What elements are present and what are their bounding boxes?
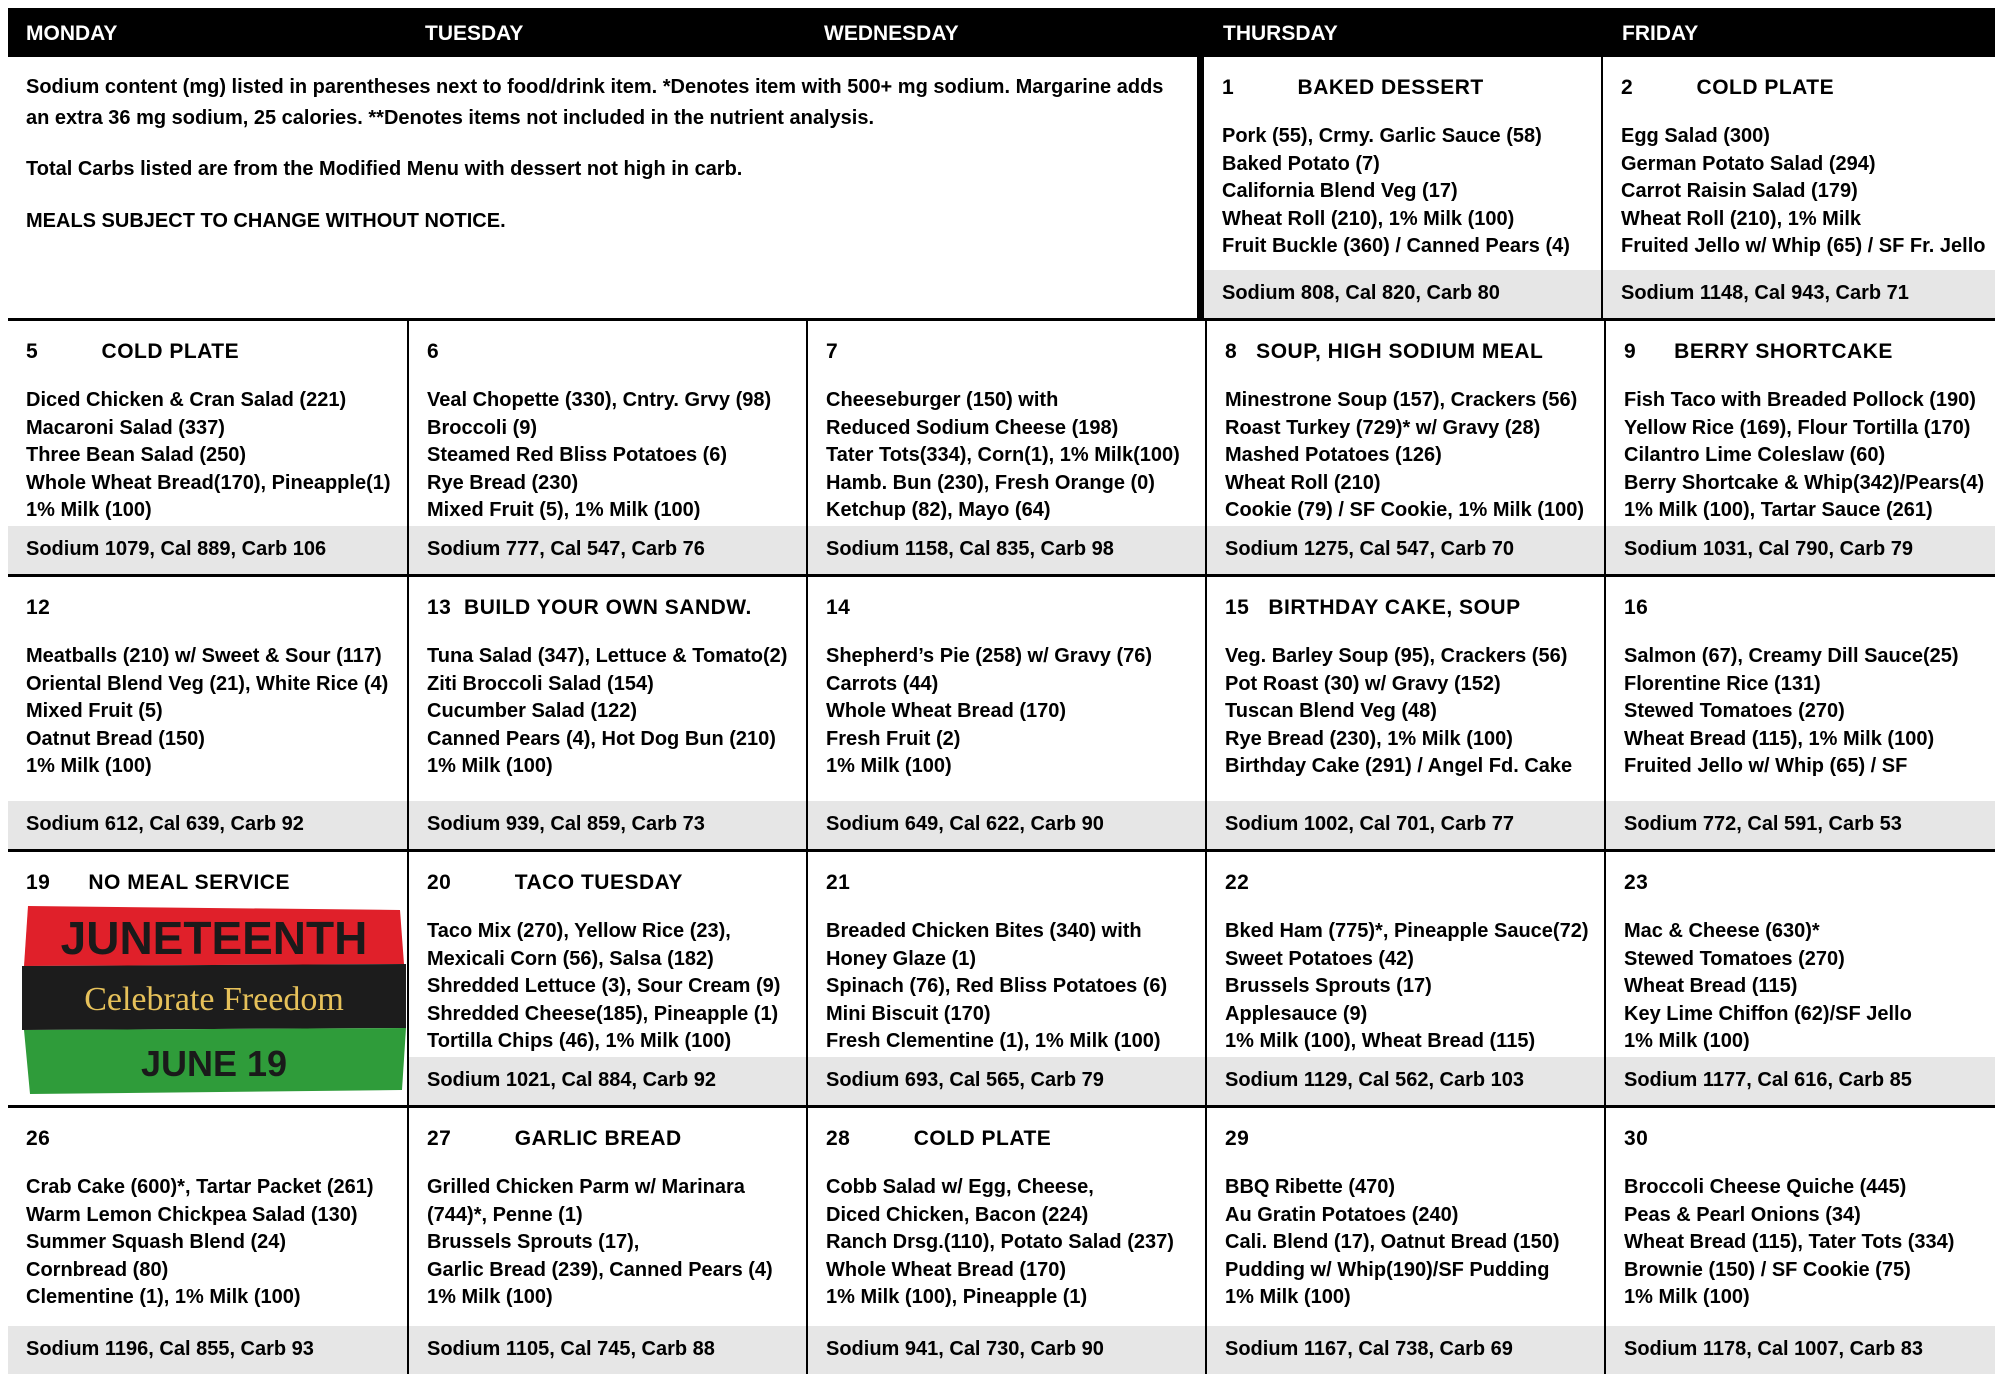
nutrition-summary [1606, 526, 1995, 574]
meal-item: 1% Milk (100) [427, 755, 553, 777]
change-notice: MEALS SUBJECT TO CHANGE WITHOUT NOTICE. [26, 210, 506, 232]
meal-item: Shredded Lettuce (3), Sour Cream (9) [427, 975, 781, 997]
juneteenth-date: JUNE 19 [140, 1043, 288, 1084]
meal-items [826, 643, 1152, 781]
nutrition-text: Sodium 693, Cal 565, Carb 79 [826, 1069, 1104, 1091]
day-cell-27 [407, 1108, 806, 1374]
day-cell-21 [806, 852, 1205, 1108]
nutrition-text: Sodium 649, Cal 622, Carb 90 [826, 813, 1104, 835]
meal-item: Cookie (79) / SF Cookie, 1% Milk (100) [1225, 499, 1584, 521]
meal-item: Oriental Blend Veg (21), White Rice (4) [26, 672, 389, 695]
meal-item: 1% Milk (100) [26, 499, 152, 521]
meal-item: Wheat Bread (115), Tater Tots (334) [1624, 1231, 1955, 1253]
day-cell-20 [407, 852, 806, 1108]
nutrition-text: Sodium 939, Cal 859, Carb 73 [427, 813, 705, 835]
meal-item: Three Bean Salad (250) [26, 444, 247, 466]
nutrition-text: Sodium 1275, Cal 547, Carb 70 [1225, 538, 1515, 560]
day-cell-7 [806, 321, 1205, 577]
meal-item: Bked Ham (775)*, Pineapple Sauce(72) [1225, 920, 1589, 942]
nutrition-text: Sodium 1031, Cal 790, Carb 79 [1624, 538, 1914, 560]
day-title: 21 [826, 871, 851, 894]
meal-items [826, 1174, 1174, 1312]
meal-item: Carrots (44) [826, 672, 939, 695]
meal-items [1624, 387, 1984, 525]
meal-items [1225, 918, 1588, 1056]
day-title: 2 COLD PLATE [1621, 76, 1835, 99]
meal-items [1621, 123, 1986, 261]
meal-items [1624, 643, 1959, 781]
meal-item: Egg Salad (300) [1621, 125, 1770, 147]
meal-item: Fresh Fruit (2) [826, 727, 961, 750]
day-title: 26 [26, 1127, 51, 1150]
weekday-header [8, 8, 1995, 57]
day-title: 30 [1624, 1127, 1649, 1150]
meal-item: Oatnut Bread (150) [26, 727, 205, 750]
meal-item: Brussels Sprouts (17) [1225, 975, 1432, 997]
nutrition-text: Sodium 777, Cal 547, Carb 76 [427, 538, 705, 560]
header-monday: MONDAY [26, 22, 118, 45]
meal-item: Warm Lemon Chickpea Salad (130) [26, 1203, 358, 1226]
meal-item: Diced Chicken & Cran Salad (221) [26, 389, 347, 411]
meal-item: Whole Wheat Bread (170) [826, 700, 1067, 722]
meal-item: Mini Biscuit (170) [826, 1002, 991, 1025]
meal-item: Broccoli Cheese Quiche (445) [1624, 1176, 1907, 1198]
meal-item: Breaded Chicken Bites (340) with [826, 920, 1142, 942]
nutrition-text: Sodium 612, Cal 639, Carb 92 [26, 813, 304, 835]
meal-item: Au Gratin Potatoes (240) [1225, 1203, 1459, 1226]
nutrition-summary [808, 526, 1205, 574]
nutrition-text: Sodium 1002, Cal 701, Carb 77 [1225, 813, 1515, 835]
meal-items [427, 1174, 773, 1312]
nutrition-summary [1606, 801, 1995, 849]
day-cell-8 [1205, 321, 1604, 577]
meal-item: Fresh Clementine (1), 1% Milk (100) [826, 1030, 1161, 1052]
day-title: 12 [26, 596, 51, 619]
meal-item: Mixed Fruit (5) [26, 700, 163, 722]
meal-item: Mixed Fruit (5), 1% Milk (100) [427, 499, 701, 521]
day-title: 27 GARLIC BREAD [427, 1127, 682, 1150]
meal-item: Applesauce (9) [1225, 1002, 1368, 1025]
nutrition-summary [1207, 801, 1604, 849]
meal-item: Minestrone Soup (157), Crackers (56) [1225, 389, 1578, 411]
meal-items [1225, 1174, 1560, 1312]
nutrition-text: Sodium 1105, Cal 745, Carb 88 [427, 1338, 715, 1360]
day-cell-29 [1205, 1108, 1604, 1374]
meal-item: Stewed Tomatoes (270) [1624, 700, 1845, 722]
day-cell-19 [8, 852, 407, 1108]
nutrition-summary [1207, 526, 1604, 574]
day-cell-12 [8, 577, 407, 852]
nutrition-summary [808, 1326, 1205, 1374]
nutrition-text: Sodium 808, Cal 820, Carb 80 [1222, 282, 1500, 304]
meal-item: Shredded Cheese(185), Pineapple (1) [427, 1002, 779, 1025]
meal-item: Shepherd’s Pie (258) w/ Gravy (76) [826, 645, 1153, 667]
day-cell-5 [8, 321, 407, 577]
day-title: 13 BUILD YOUR OWN SANDW. [427, 596, 752, 619]
nutrition-summary [808, 801, 1205, 849]
nutrition-text: Sodium 1167, Cal 738, Carb 69 [1225, 1338, 1513, 1360]
day-cell-22 [1205, 852, 1604, 1108]
day-cell-13 [407, 577, 806, 852]
meal-item: Rye Bread (230) [427, 471, 579, 494]
meal-item: Wheat Roll (210), 1% Milk (100) [1222, 207, 1515, 230]
juneteenth-subtitle: Celebrate Freedom [84, 981, 344, 1018]
day-title: 6 [427, 340, 440, 363]
meal-item: Cilantro Lime Coleslaw (60) [1624, 444, 1886, 466]
meal-item: Cali. Blend (17), Oatnut Bread (150) [1225, 1231, 1560, 1253]
meal-item: Roast Turkey (729)* w/ Gravy (28) [1225, 416, 1541, 439]
meal-item: Ziti Broccoli Salad (154) [427, 672, 654, 695]
meal-item: Sweet Potatoes (42) [1225, 947, 1414, 970]
day-title: 15 BIRTHDAY CAKE, SOUP [1225, 596, 1521, 619]
meal-item: Yellow Rice (169), Flour Tortilla (170) [1624, 416, 1971, 439]
day-title: 19 NO MEAL SERVICE [26, 871, 290, 894]
meal-item: Canned Pears (4), Hot Dog Bun (210) [427, 727, 776, 750]
header-wednesday: WEDNESDAY [824, 22, 959, 45]
meal-item: Baked Potato (7) [1222, 152, 1380, 175]
nutrition-text: Sodium 1021, Cal 884, Carb 92 [427, 1069, 717, 1091]
meal-item: Diced Chicken, Bacon (224) [826, 1203, 1089, 1226]
nutrition-summary [1207, 1326, 1604, 1374]
meal-item: Wheat Bread (115) [1624, 975, 1798, 997]
nutrition-text: Sodium 1178, Cal 1007, Carb 83 [1624, 1338, 1924, 1360]
meal-item: Carrot Raisin Salad (179) [1621, 180, 1858, 202]
meal-item: Key Lime Chiffon (62)/SF Jello [1624, 1002, 1912, 1025]
meal-item: German Potato Salad (294) [1621, 152, 1876, 175]
meal-item: Tater Tots(334), Corn(1), 1% Milk(100) [826, 444, 1180, 466]
meal-items [826, 387, 1180, 525]
nutrition-text: Sodium 1177, Cal 616, Carb 85 [1624, 1069, 1912, 1091]
meal-item: Cobb Salad w/ Egg, Cheese, [826, 1176, 1094, 1198]
meal-item: Reduced Sodium Cheese (198) [826, 416, 1119, 439]
meal-item: 1% Milk (100) [1624, 1286, 1750, 1308]
nutrition-text: Sodium 941, Cal 730, Carb 90 [826, 1338, 1104, 1360]
header-tuesday: TUESDAY [425, 22, 524, 45]
meal-item: Florentine Rice (131) [1624, 672, 1821, 695]
meal-item: 1% Milk (100) [26, 755, 152, 777]
meal-item: (744)*, Penne (1) [427, 1203, 583, 1226]
nutrition-summary [1204, 270, 1601, 318]
meal-item: Mac & Cheese (630)* [1624, 920, 1820, 942]
meal-item: Mashed Potatoes (126) [1225, 444, 1442, 466]
nutrition-summary [1603, 270, 1995, 318]
meal-item: Stewed Tomatoes (270) [1624, 947, 1845, 970]
nutrition-summary [409, 526, 806, 574]
day-title: 29 [1225, 1127, 1250, 1150]
nutrition-summary [409, 801, 806, 849]
meal-item: Fruit Buckle (360) / Canned Pears (4) [1222, 235, 1570, 257]
juneteenth-title: JUNETEENTH [60, 912, 368, 964]
meal-items [826, 918, 1167, 1056]
menu-calendar [8, 8, 1995, 1374]
juneteenth-banner [22, 900, 406, 1096]
nutrition-summary [8, 801, 407, 849]
meal-item: Tuscan Blend Veg (48) [1225, 700, 1437, 722]
meal-item: Garlic Bread (239), Canned Pears (4) [427, 1258, 773, 1281]
meal-item: Cheeseburger (150) with [826, 389, 1059, 411]
meal-item: Cornbread (80) [26, 1258, 169, 1281]
nutrition-summary [1606, 1057, 1995, 1105]
meal-item: 1% Milk (100) [1225, 1286, 1351, 1308]
meal-item: Taco Mix (270), Yellow Rice (23), [427, 920, 731, 942]
meal-item: Whole Wheat Bread (170) [826, 1258, 1067, 1281]
nutrition-text: Sodium 1196, Cal 855, Carb 93 [26, 1338, 314, 1360]
nutrition-summary [1207, 1057, 1604, 1105]
meal-item: 1% Milk (100) [1624, 1030, 1750, 1052]
meal-item: Macaroni Salad (337) [26, 416, 225, 439]
day-cell-28 [806, 1108, 1205, 1374]
carb-note: Total Carbs listed are from the Modified Menu with dessert not high in carb. [26, 158, 743, 180]
day-title: 14 [826, 596, 851, 619]
meal-item: Crab Cake (600)*, Tartar Packet (261) [26, 1176, 374, 1198]
meal-item: Clementine (1), 1% Milk (100) [26, 1286, 301, 1308]
meal-item: 1% Milk (100), Tartar Sauce (261) [1624, 499, 1933, 521]
day-title: 20 TACO TUESDAY [427, 871, 683, 894]
meal-item: Wheat Roll (210), 1% Milk [1621, 207, 1862, 230]
header-thursday: THURSDAY [1223, 22, 1338, 45]
meal-item: Peas & Pearl Onions (34) [1624, 1203, 1861, 1226]
day-cell-30 [1604, 1108, 1995, 1374]
meal-item: Pudding w/ Whip(190)/SF Pudding [1225, 1258, 1550, 1281]
header-friday: FRIDAY [1622, 22, 1699, 45]
meal-item: 1% Milk (100) [826, 755, 952, 777]
meal-item: 1% Milk (100), Pineapple (1) [826, 1286, 1088, 1308]
meal-item: BBQ Ribette (470) [1225, 1176, 1396, 1198]
nutrition-text: Sodium 1079, Cal 889, Carb 106 [26, 538, 327, 560]
day-title: 8 SOUP, HIGH SODIUM MEAL [1225, 340, 1544, 363]
meal-items [1624, 1174, 1954, 1312]
nutrition-summary [8, 526, 407, 574]
meal-items [1225, 643, 1572, 781]
meal-item: Pot Roast (30) w/ Gravy (152) [1225, 672, 1501, 695]
sodium-note: Sodium content (mg) listed in parentheses next to food/drink item. *Denotes item with 500+ mg sodium. Margarine adds an extra 36 mg sodium, 25 calories. **Denotes items not included in the nutrient analysis. [26, 76, 1164, 129]
meal-item: Steamed Red Bliss Potatoes (6) [427, 444, 728, 466]
day-cell-2 [1601, 57, 1995, 321]
nutrition-summary [409, 1326, 806, 1374]
day-cell-15 [1205, 577, 1604, 852]
nutrition-summary [8, 1326, 407, 1374]
nutrition-text: Sodium 772, Cal 591, Carb 53 [1624, 813, 1902, 835]
nutrition-text: Sodium 1158, Cal 835, Carb 98 [826, 538, 1114, 560]
day-title: 16 [1624, 596, 1649, 619]
day-cell-14 [806, 577, 1205, 852]
day-cell-26 [8, 1108, 407, 1374]
day-title: 1 BAKED DESSERT [1222, 76, 1484, 99]
day-title: 23 [1624, 871, 1649, 894]
day-cell-23 [1604, 852, 1995, 1108]
meal-item: Salmon (67), Creamy Dill Sauce(25) [1624, 645, 1959, 667]
meal-item: 1% Milk (100), Wheat Bread (115) [1225, 1030, 1536, 1052]
meal-item: Fruited Jello w/ Whip (65) / SF [1624, 755, 1908, 777]
meal-item: Meatballs (210) w/ Sweet & Sour (117) [26, 645, 382, 667]
day-cell-16 [1604, 577, 1995, 852]
nutrition-text: Sodium 1148, Cal 943, Carb 71 [1621, 282, 1909, 304]
meal-item: Whole Wheat Bread(170), Pineapple(1) [26, 471, 391, 494]
meal-item: Cucumber Salad (122) [427, 700, 638, 722]
meal-item: Pork (55), Crmy. Garlic Sauce (58) [1222, 125, 1542, 147]
meal-item: Fruited Jello w/ Whip (65) / SF Fr. Jello [1621, 235, 1986, 257]
day-cell-9 [1604, 321, 1995, 577]
meal-item: Ketchup (82), Mayo (64) [826, 499, 1051, 521]
meal-items [26, 643, 388, 781]
meal-item: Brownie (150) / SF Cookie (75) [1624, 1258, 1911, 1281]
meal-item: Birthday Cake (291) / Angel Fd. Cake [1225, 755, 1573, 777]
meal-item: Wheat Bread (115), 1% Milk (100) [1624, 727, 1935, 750]
nutrition-summary [1606, 1326, 1995, 1374]
meal-item: Hamb. Bun (230), Fresh Orange (0) [826, 471, 1155, 494]
day-title: 7 [826, 340, 839, 363]
nutrition-summary [808, 1057, 1205, 1105]
meal-item: Veal Chopette (330), Cntry. Grvy (98) [427, 389, 772, 411]
meal-item: Mexicali Corn (56), Salsa (182) [427, 947, 714, 970]
meal-item: Spinach (76), Red Bliss Potatoes (6) [826, 975, 1168, 997]
meal-item: Ranch Drsg.(110), Potato Salad (237) [826, 1231, 1174, 1253]
meal-item: 1% Milk (100) [427, 1286, 553, 1308]
meal-item: Summer Squash Blend (24) [26, 1231, 287, 1253]
day-title: 28 COLD PLATE [826, 1127, 1052, 1150]
meal-item: Veg. Barley Soup (95), Crackers (56) [1225, 645, 1568, 667]
meal-items [427, 643, 787, 781]
meal-item: Tuna Salad (347), Lettuce & Tomato(2) [427, 645, 788, 667]
day-cell-6 [407, 321, 806, 577]
meal-item: Grilled Chicken Parm w/ Marinara [427, 1176, 745, 1198]
meal-items [427, 387, 771, 525]
meal-item: Tortilla Chips (46), 1% Milk (100) [427, 1030, 732, 1052]
meal-item: Broccoli (9) [427, 416, 538, 439]
meal-items [26, 387, 391, 525]
meal-item: Brussels Sprouts (17), [427, 1231, 640, 1253]
meal-item: Wheat Roll (210) [1225, 471, 1381, 494]
meal-item: Fish Taco with Breaded Pollock (190) [1624, 389, 1976, 411]
day-title: 22 [1225, 871, 1250, 894]
meal-items [26, 1174, 374, 1312]
meal-items [427, 918, 780, 1056]
meal-item: California Blend Veg (17) [1222, 180, 1458, 202]
menu-info-note [8, 57, 1202, 321]
day-cell-1 [1202, 57, 1601, 321]
meal-item: Berry Shortcake & Whip(342)/Pears(4) [1624, 471, 1985, 494]
day-title: 9 BERRY SHORTCAKE [1624, 340, 1893, 363]
nutrition-summary [409, 1057, 806, 1105]
meal-items [1225, 387, 1584, 525]
day-title: 5 COLD PLATE [26, 340, 240, 363]
meal-items [1624, 918, 1912, 1056]
meal-item: Honey Glaze (1) [826, 947, 977, 970]
meal-items [1222, 123, 1570, 261]
meal-item: Rye Bread (230), 1% Milk (100) [1225, 727, 1513, 750]
nutrition-text: Sodium 1129, Cal 562, Carb 103 [1225, 1069, 1525, 1091]
